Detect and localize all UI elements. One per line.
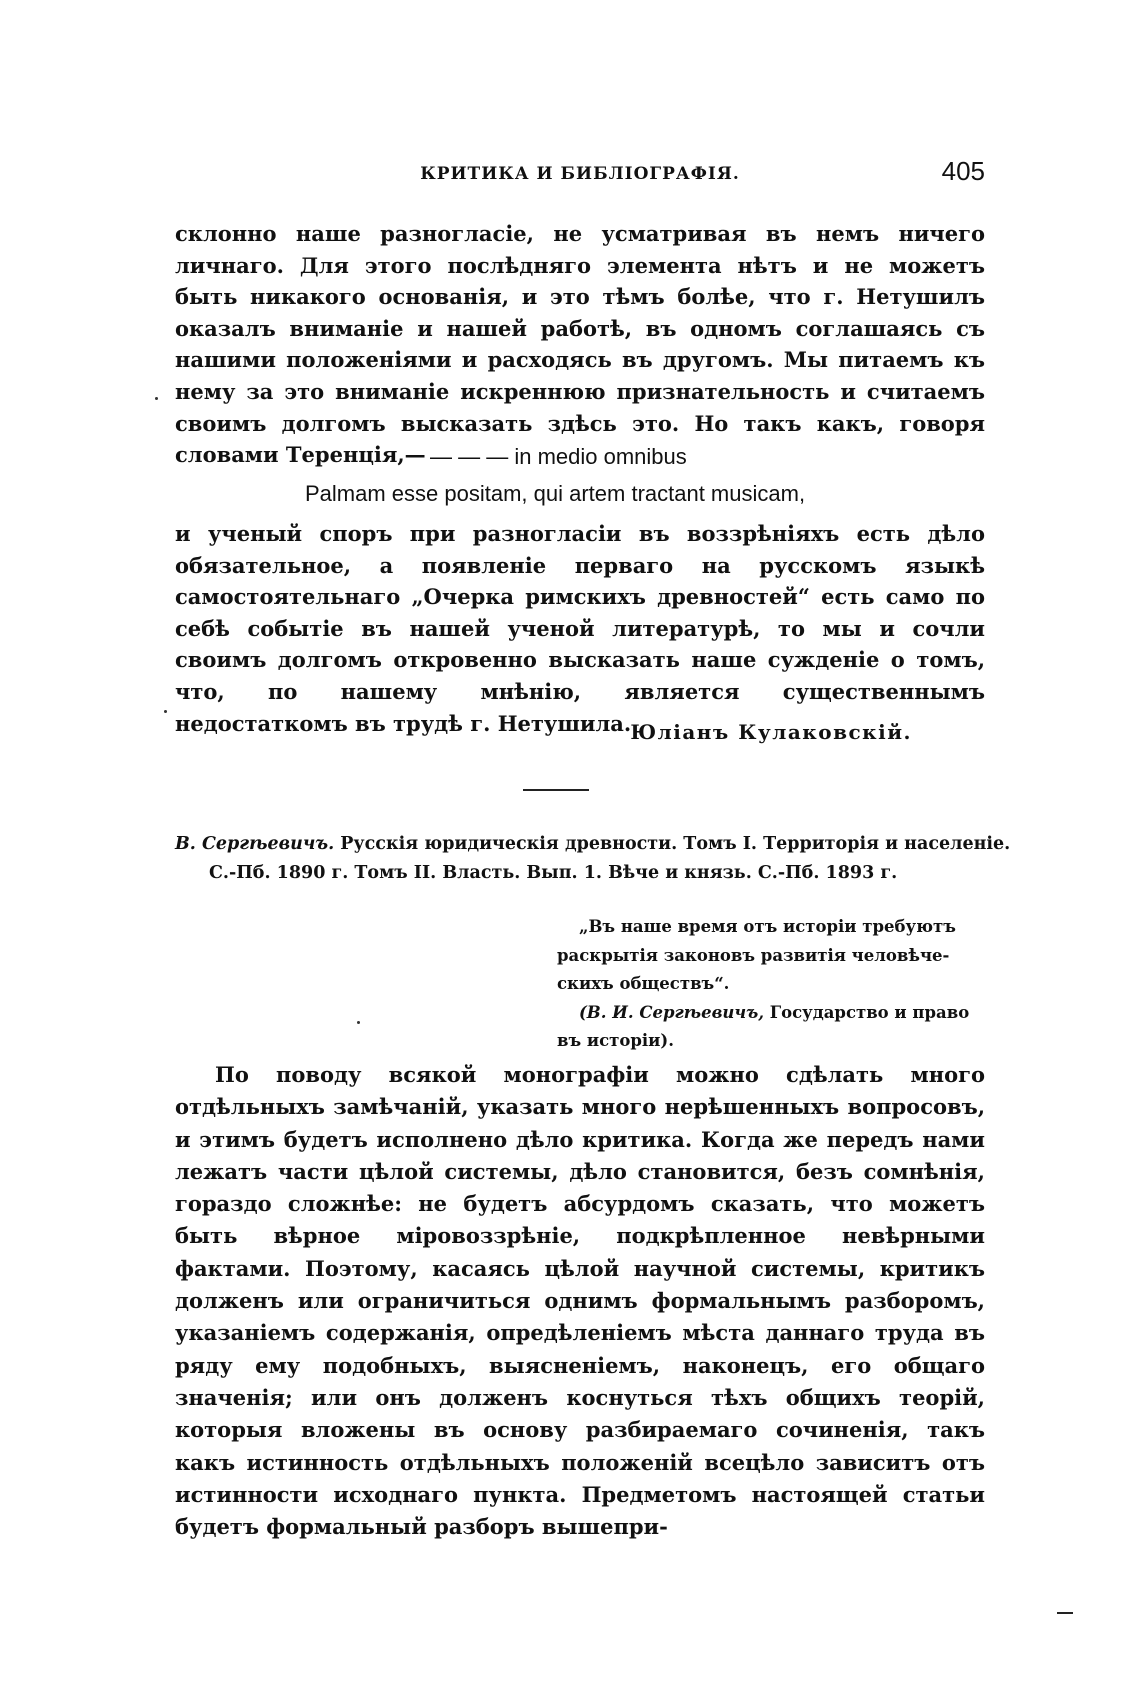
epigraph-line-1: „Въ наше время отъ исторіи требуютъ	[579, 917, 956, 936]
epigraph-line-3: скихъ обществъ“.	[557, 974, 730, 993]
latin-quote-line-2: Palmam esse positam, qui artem tractant musicam,	[305, 481, 806, 506]
bibliography-title: Русскія юридическія древности. Томъ I. Территорія и населеніе.	[340, 834, 1011, 854]
margin-speck	[164, 710, 167, 713]
epigraph-attribution-title: Государство и право	[769, 1002, 970, 1022]
epigraph	[557, 913, 977, 1056]
bibliography-line-1	[175, 834, 1011, 854]
paragraph-continuation: склонно наше разногласіе, не усматривая въ немъ ничего личнаго. Для этого послѣдняго элемента нѣтъ и не можетъ быть никакого основанія, и это тѣмъ болѣе, что г. Нетушилъ оказалъ вниманіе и нашей работѣ, въ одномъ соглашаясь съ нашими положеніями и расходясь въ другомъ. Мы питаемъ къ нему за это вниманіе искреннюю признательность и считаемъ своимъ долгомъ высказать здѣсь это. Но такъ какъ, говоря словами Теренція,—	[175, 221, 985, 468]
page-number: 405	[941, 156, 985, 186]
epigraph-attribution-author: (В. И. Сергѣевичъ,	[579, 1002, 764, 1022]
margin-dash	[1057, 1612, 1073, 1614]
paragraph-conclusion: и ученый споръ при разногласіи въ воззрѣніяхъ есть дѣло обязательное, а появленіе перваго на русскомъ языкѣ самостоятельнаго „Очерка римскихъ древностей“ есть само по себѣ событіе въ нашей ученой литературѣ, то мы и сочли своимъ долгомъ откровенно высказать наше сужденіе о томъ, что, по нашему мнѣнію, является существеннымъ недостаткомъ въ трудѣ г. Нетушила.	[175, 521, 985, 736]
margin-speck	[155, 397, 158, 400]
author-signature: Юліанъ Кулаковскій.	[630, 720, 912, 744]
epigraph-attribution-line-2: въ исторіи).	[557, 1031, 674, 1050]
section-divider	[523, 789, 589, 791]
running-title: КРИТИКА И БИБЛІОГРАФІЯ.	[420, 164, 740, 184]
margin-speck	[357, 1021, 360, 1024]
bibliography-author: В. Сергѣевичъ.	[175, 834, 335, 854]
epigraph-line-2: раскрытія законовъ развитія человѣче-	[557, 945, 950, 965]
epigraph-attribution-line-1	[557, 999, 977, 1028]
latin-quote-line-1: — — — in medio omnibus	[430, 444, 687, 469]
article-opening-paragraph: По поводу всякой монографіи можно сдѣлать много отдѣльныхъ замѣчаній, указать много нерѣшенныхъ вопросовъ, и этимъ будетъ исполнено дѣло критика. Когда же передъ нами лежатъ части цѣлой системы, дѣло становится, безъ сомнѣнія, гораздо сложнѣе: не будетъ абсурдомъ сказать, что можетъ быть вѣрное міровоззрѣніе, подкрѣпленное невѣрными фактами. Поэтому, касаясь цѣлой научной системы, критикъ долженъ или ограничиться однимъ формальнымъ разборомъ, указаніемъ содержанія, опредѣленіемъ мѣста даннаго труда въ ряду ему подобныхъ, выясненіемъ, наконецъ, его общаго значенія; или онъ долженъ коснуться тѣхъ общихъ теорій, которыя вложены въ основу разбираемаго сочиненія, такъ какъ истинность отдѣльныхъ положеній всецѣло зависитъ отъ истинности исходнаго пункта. Предметомъ настоящей статьи будетъ формальный разборъ вышепри-	[175, 1062, 985, 1540]
bibliography-line-2: С.-Пб. 1890 г. Томъ II. Власть. Вып. 1. Вѣче и князь. С.-Пб. 1893 г.	[209, 863, 898, 883]
running-head	[175, 156, 985, 192]
